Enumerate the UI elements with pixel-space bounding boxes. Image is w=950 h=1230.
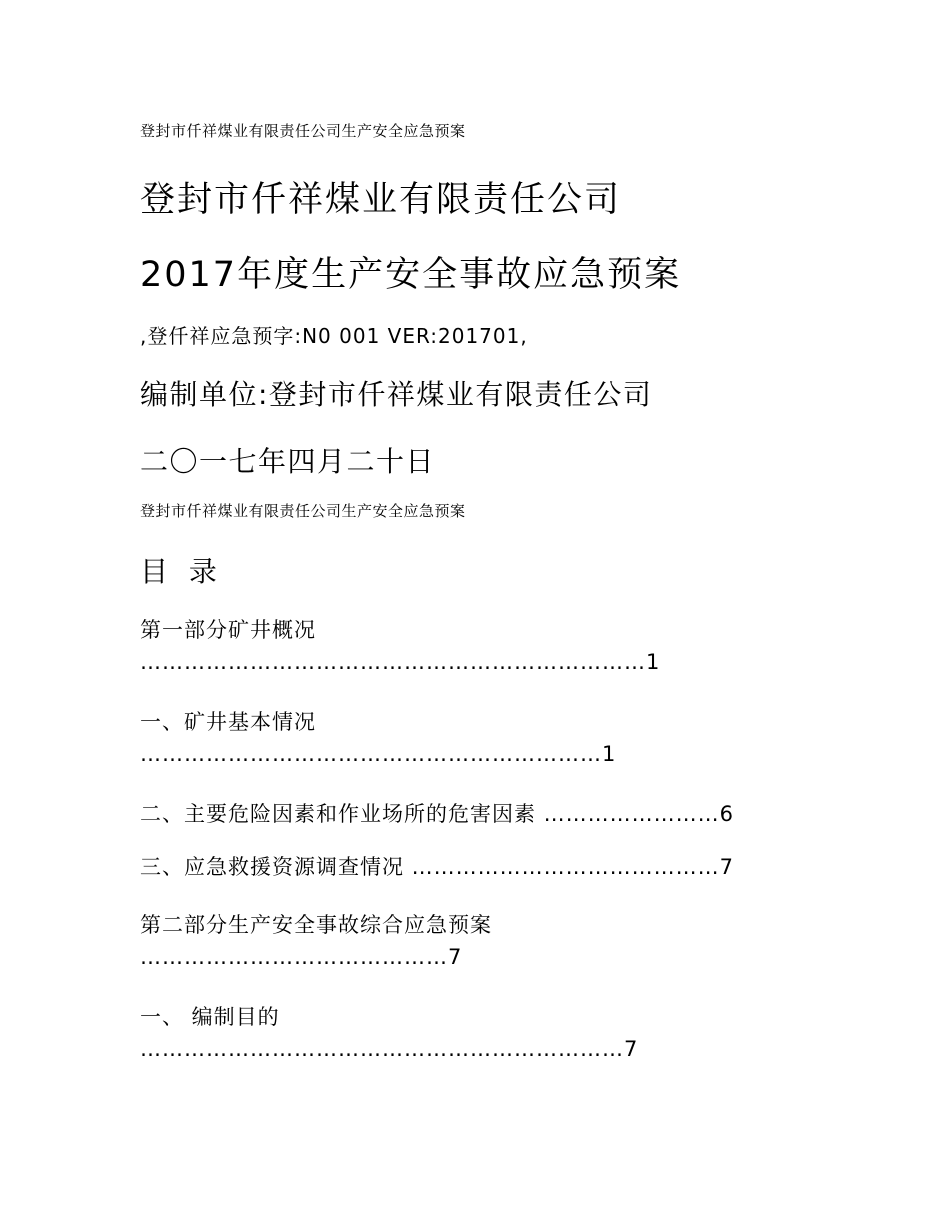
running-header: 登封市仟祥煤业有限责任公司生产安全应急预案 — [140, 502, 466, 520]
compiling-unit: 编制单位:登封市仟祥煤业有限责任公司 — [140, 378, 653, 411]
toc-entry-leader[interactable]: ……………………………………………………………1 — [140, 650, 661, 674]
toc-entry-text[interactable]: 一、矿井基本情况 — [140, 710, 316, 734]
toc-entry-text[interactable]: 一、 编制目的 — [140, 1005, 280, 1029]
document-title-line-2: 2017年度生产安全事故应急预案 — [140, 255, 682, 295]
toc-entry-text[interactable]: 第一部分矿井概况 — [140, 618, 316, 642]
toc-entry-text[interactable]: 三、应急救援资源调查情况 ……………………………………7 — [140, 855, 735, 879]
toc-entry-leader[interactable]: ……………………………………7 — [140, 945, 463, 969]
document-code: ,登仟祥应急预字:N0 001 VER:201701, — [140, 324, 528, 348]
document-title-line-1: 登封市仟祥煤业有限责任公司 — [140, 180, 622, 220]
toc-entry-text[interactable]: 二、主要危险因素和作业场所的危害因素 ……………………6 — [140, 802, 735, 826]
toc-entry-leader[interactable]: ………………………………………………………1 — [140, 742, 617, 766]
running-header: 登封市仟祥煤业有限责任公司生产安全应急预案 — [140, 122, 466, 140]
toc-entry-leader[interactable]: …………………………………………………………7 — [140, 1037, 639, 1061]
toc-entry-text[interactable]: 第二部分生产安全事故综合应急预案 — [140, 913, 492, 937]
document-date: 二〇一七年四月二十日 — [140, 445, 436, 478]
toc-heading: 目 录 — [140, 555, 223, 588]
